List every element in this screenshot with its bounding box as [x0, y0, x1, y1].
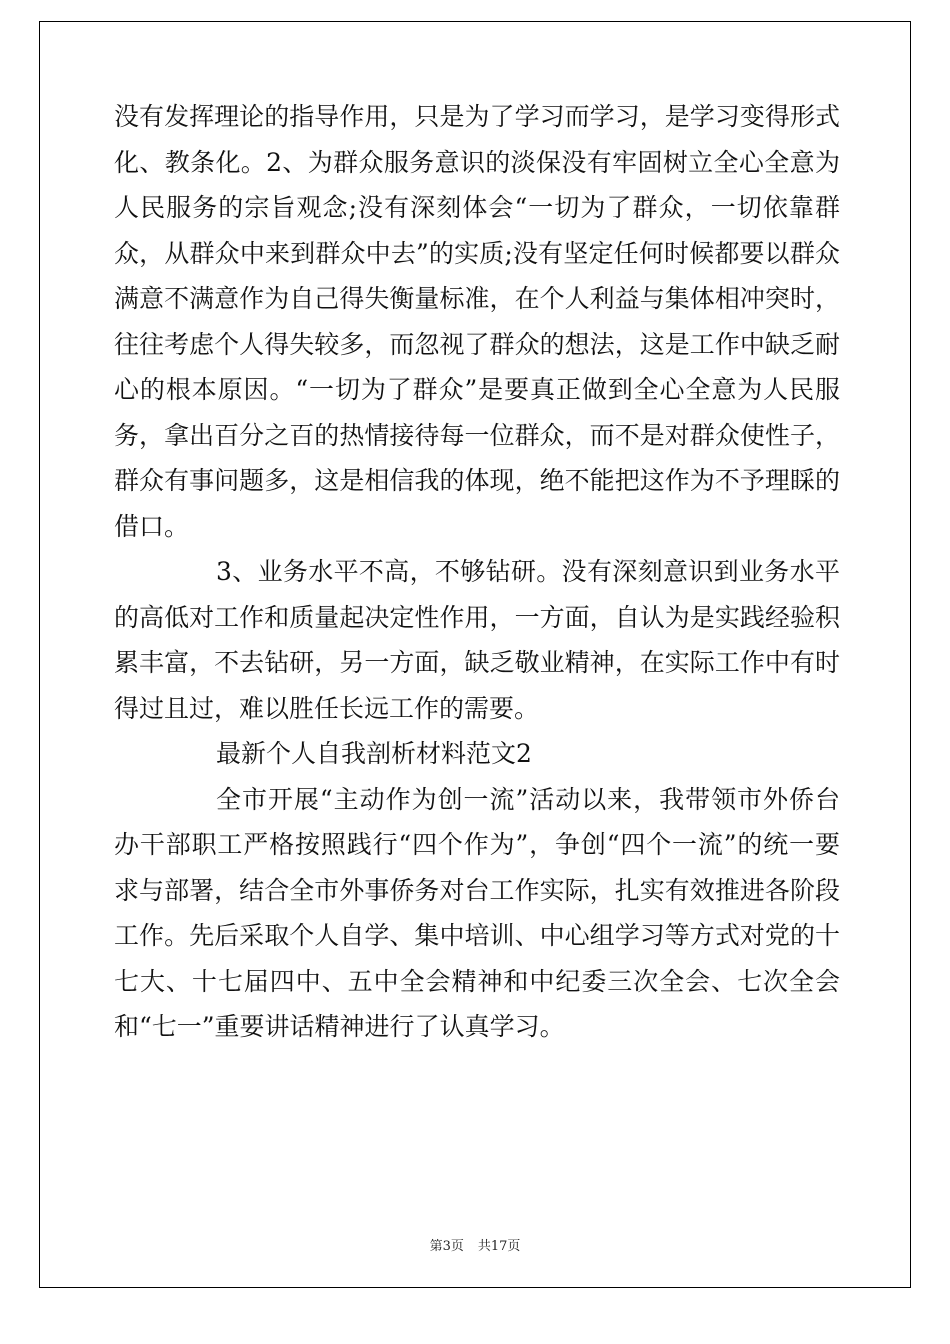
paragraph-1: 没有发挥理论的指导作用，只是为了学习而学习，是学习变得形式化、教条化。2、为群众服务意识的淡保没有牢固树立全心全意为人民服务的宗旨观念;没有深刻体会“一切为了群众，一切依靠群众，从群众中来到群众中去”的实质;没有坚定任何时候都要以群众满意不满意作为自己得失衡量标准，在个人利益与集体相冲突时，往往考虑个人得失较多，而忽视了群众的想法，这是工作中缺乏耐心的根本原因。“一切为了群众”是要真正做到全心全意为人民服务，拿出百分之百的热情接待每一位群众，而不是对群众使性子，群众有事问题多，这是相信我的体现，绝不能把这作为不予理睬的借口。: [114, 102, 840, 541]
section-heading: 最新个人自我剖析材料范文2: [216, 739, 532, 768]
page-footer: [0, 1235, 950, 1254]
document-body: [114, 94, 840, 1050]
paragraph-3: 全市开展“主动作为创一流”活动以来，我带领市外侨台办干部职工严格按照践行“四个作为”，争创“四个一流”的统一要求与部署，结合全市外事侨务对台工作实际，扎实有效推进各阶段工作。先后采取个人自学、集中培训、中心组学习等方式对党的十七大、十七届四中、五中全会精神和中纪委三次全会、七次全会和“七一”重要讲话精神进行了认真学习。: [114, 784, 840, 1041]
page-total: 共17页: [477, 1239, 521, 1254]
paragraph-2: 3、业务水平不高，不够钻研。没有深刻意识到业务水平的高低对工作和质量起决定性作用，一方面，自认为是实践经验积累丰富，不去钻研，另一方面，缺乏敬业精神，在实际工作中有时得过且过，难以胜任长远工作的需要。: [114, 557, 840, 723]
page-number: 第3页: [429, 1239, 464, 1254]
